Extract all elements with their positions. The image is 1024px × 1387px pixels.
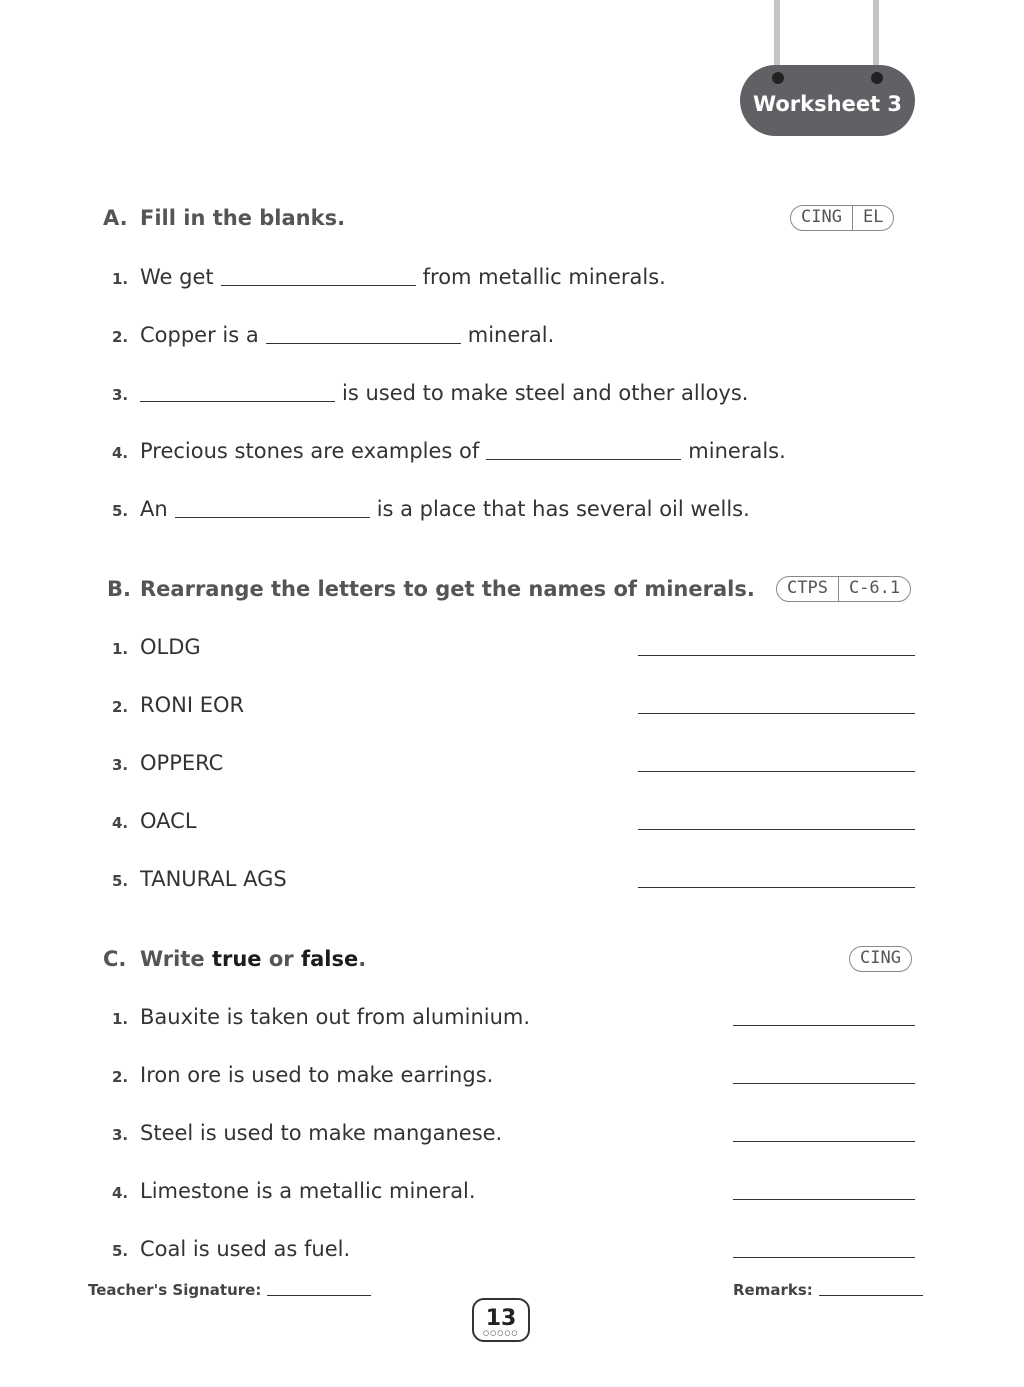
statement: Limestone is a metallic mineral.	[140, 1179, 476, 1203]
worksheet-tag	[740, 65, 915, 136]
question-c-1	[112, 1005, 530, 1029]
section-b-title: Rearrange the letters to get the names of minerals.	[140, 577, 755, 601]
question-b-5	[112, 867, 287, 891]
question-text: mineral.	[467, 323, 555, 347]
question-a-4	[112, 439, 786, 463]
question-c-5	[112, 1237, 350, 1261]
question-text: Precious stones are examples of	[140, 439, 480, 463]
section-c-title: Write	[140, 947, 212, 971]
question-text: is a place that has several oil wells.	[376, 497, 750, 521]
question-number: 3.	[112, 386, 129, 404]
question-number: 5.	[112, 872, 129, 890]
answer-blank[interactable]	[175, 517, 370, 518]
question-number: 1.	[112, 1010, 129, 1028]
answer-line[interactable]	[733, 1141, 915, 1142]
question-c-2	[112, 1063, 493, 1087]
badge-el: EL	[852, 206, 893, 230]
answer-blank[interactable]	[266, 343, 461, 344]
jumbled-word: OPPERC	[140, 751, 224, 775]
jumbled-word: OLDG	[140, 635, 201, 659]
section-c-true: true	[211, 947, 262, 971]
section-c-false: false	[300, 947, 359, 971]
remarks-label: Remarks:	[733, 1281, 813, 1299]
badge-c-6-1: C-6.1	[838, 577, 910, 601]
remarks	[733, 1281, 923, 1299]
question-text: An	[140, 497, 168, 521]
dots-decoration: ○○○○○	[483, 1329, 519, 1337]
section-a-letter: A.	[103, 206, 128, 230]
section-c-badge	[849, 946, 912, 972]
question-b-3	[112, 751, 223, 775]
question-a-2	[112, 323, 554, 347]
question-text: is used to make steel and other alloys.	[342, 381, 749, 405]
question-number: 4.	[112, 1184, 129, 1202]
question-number: 5.	[112, 502, 129, 520]
statement: Steel is used to make manganese.	[140, 1121, 503, 1145]
question-number: 1.	[112, 270, 129, 288]
answer-line[interactable]	[638, 713, 915, 714]
worksheet-tag-label: Worksheet 3	[752, 91, 903, 116]
answer-line[interactable]	[638, 771, 915, 772]
question-a-1	[112, 265, 666, 289]
question-a-3	[112, 381, 748, 405]
answer-line[interactable]	[638, 887, 915, 888]
question-number: 2.	[112, 328, 129, 346]
jumbled-word: OACL	[140, 809, 197, 833]
question-b-2	[112, 693, 244, 717]
question-text: We get	[140, 265, 214, 289]
badge-ctps: CTPS	[787, 578, 828, 598]
section-c-letter: C.	[103, 947, 127, 971]
section-a-heading	[103, 206, 345, 230]
question-b-4	[112, 809, 197, 833]
page-number: 13	[485, 1306, 517, 1331]
answer-line[interactable]	[733, 1199, 915, 1200]
question-c-3	[112, 1121, 502, 1145]
teacher-signature	[88, 1281, 371, 1299]
page-number-box	[472, 1298, 530, 1342]
question-a-5	[112, 497, 750, 521]
answer-line[interactable]	[638, 829, 915, 830]
question-number: 3.	[112, 756, 129, 774]
teacher-signature-label: Teacher's Signature:	[88, 1281, 262, 1299]
signature-line[interactable]	[267, 1295, 371, 1296]
tag-string-right	[873, 0, 879, 74]
question-text: Copper is a	[140, 323, 259, 347]
tag-string-left	[774, 0, 780, 74]
question-b-1	[112, 635, 201, 659]
question-number: 2.	[112, 698, 129, 716]
section-c-title: or	[261, 947, 301, 971]
statement: Coal is used as fuel.	[140, 1237, 351, 1261]
tag-hole-right	[871, 72, 883, 84]
section-a-badge	[790, 205, 894, 231]
answer-blank[interactable]	[221, 285, 416, 286]
jumbled-word: TANURAL AGS	[140, 867, 287, 891]
section-b-badge	[776, 576, 911, 602]
statement: Bauxite is taken out from aluminium.	[140, 1005, 531, 1029]
jumbled-word: RONI EOR	[140, 693, 245, 717]
remarks-line[interactable]	[819, 1295, 923, 1296]
question-text: minerals.	[688, 439, 786, 463]
section-c-title: .	[358, 947, 367, 971]
question-number: 4.	[112, 444, 129, 462]
tag-hole-left	[772, 72, 784, 84]
answer-line[interactable]	[638, 655, 915, 656]
question-number: 2.	[112, 1068, 129, 1086]
question-number: 3.	[112, 1126, 129, 1144]
answer-blank[interactable]	[140, 401, 335, 402]
badge-cing: CING	[801, 207, 842, 227]
section-b-heading	[107, 577, 755, 601]
question-c-4	[112, 1179, 476, 1203]
section-a-title: Fill in the blanks.	[140, 206, 346, 230]
question-number: 5.	[112, 1242, 129, 1260]
question-text: from metallic minerals.	[422, 265, 666, 289]
answer-line[interactable]	[733, 1025, 915, 1026]
statement: Iron ore is used to make earrings.	[140, 1063, 494, 1087]
question-number: 4.	[112, 814, 129, 832]
answer-line[interactable]	[733, 1257, 915, 1258]
answer-blank[interactable]	[486, 459, 681, 460]
answer-line[interactable]	[733, 1083, 915, 1084]
badge-cing: CING	[860, 948, 901, 968]
section-c-heading	[103, 947, 366, 971]
question-number: 1.	[112, 640, 129, 658]
section-b-letter: B.	[107, 577, 131, 601]
